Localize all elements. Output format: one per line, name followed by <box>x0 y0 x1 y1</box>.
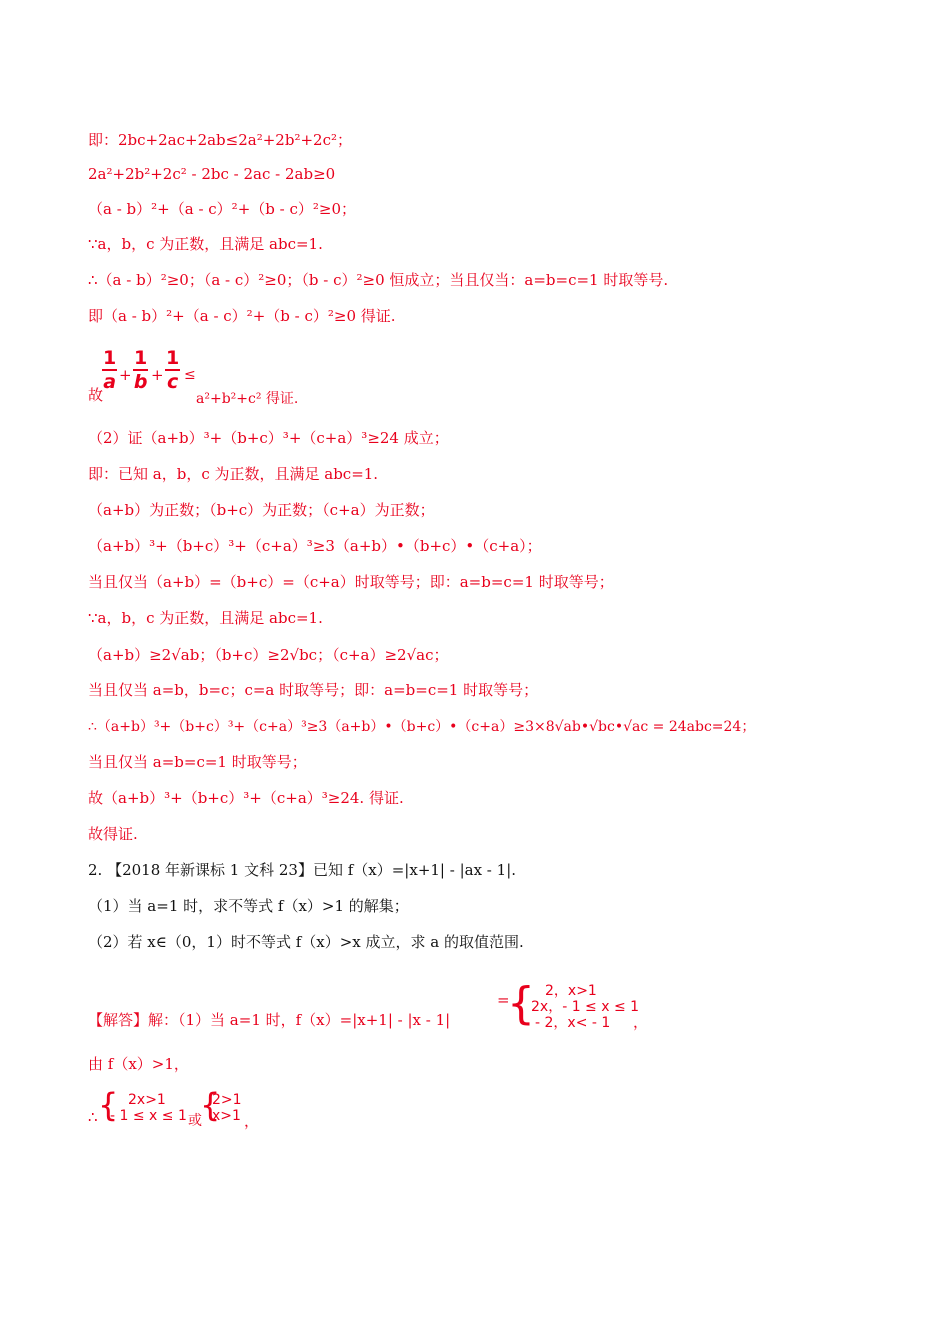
system-b-row-1: 2>1 <box>212 1092 242 1108</box>
system-b <box>212 1092 242 1124</box>
proof-line-19: 故得证. <box>88 825 138 843</box>
fraction-numerator: 1 <box>166 347 180 369</box>
left-brace: { <box>98 1086 119 1124</box>
left-brace: { <box>507 978 535 1029</box>
fraction-prefix: 故 <box>88 386 104 404</box>
solution-line-2: 由 f（x）>1， <box>88 1055 189 1073</box>
proof-line-2: 2a²+2b²+2c² - 2bc - 2ac - 2ab≥0 <box>88 165 336 183</box>
piecewise-rows <box>531 983 639 1031</box>
problem-2-heading: 2. 【2018 年新课标 1 文科 23】已知 f（x）=|x+1| - |ax - 1|. <box>88 861 517 879</box>
fraction-denominator: a <box>103 371 117 393</box>
piecewise-row-1: 2，x>1 <box>545 983 597 999</box>
proof-line-3: （a - b）²+（a - c）²+（b - c）²≥0； <box>88 200 356 218</box>
proof-line-14: （a+b）≥2√ab；（b+c）≥2√bc；（c+a）≥2√ac； <box>88 646 449 664</box>
fraction-1-over-b <box>133 347 148 393</box>
piecewise-function <box>497 978 657 1037</box>
system-a <box>110 1092 187 1124</box>
plus-sign: + <box>151 366 164 384</box>
proof-line-8: （2）证（a+b）³+（b+c）³+（c+a）³≥24 成立； <box>88 429 449 447</box>
proof-line-13: ∵a，b，c 为正数，且满足 abc=1. <box>88 609 323 627</box>
system-b-row-2: x>1 <box>212 1108 241 1124</box>
proof-line-9: 即：已知 a，b，c 为正数，且满足 abc=1. <box>88 465 379 483</box>
system-a-row-2: - 1 ≤ x ≤ 1 <box>110 1108 187 1124</box>
fraction-1-over-c <box>165 347 180 393</box>
proof-line-10: （a+b）为正数；（b+c）为正数；（c+a）为正数； <box>88 501 435 519</box>
proof-line-18: 故（a+b）³+（b+c）³+（c+a）³≥24. 得证. <box>88 789 404 807</box>
proof-line-11: （a+b）³+（b+c）³+（c+a）³≥3（a+b）•（b+c）•（c+a）； <box>88 537 542 555</box>
proof-line-1: 即：2bc+2ac+2ab≤2a²+2b²+2c²； <box>88 131 352 149</box>
le-sign: ≤ <box>184 367 196 383</box>
problem-2-part-1: （1）当 a=1 时，求不等式 f（x）>1 的解集； <box>88 897 409 915</box>
proof-line-16: ∴（a+b）³+（b+c）³+（c+a）³≥3（a+b）•（b+c）•（c+a）≥3×8√ab•√bc•√ac = 24abc=24； <box>88 719 756 735</box>
fraction-numerator: 1 <box>103 347 117 369</box>
solution-line-1: 【解答】解：（1）当 a=1 时，f（x）=|x+1| - |x - 1| <box>88 1011 451 1029</box>
proof-line-4: ∵a，b，c 为正数，且满足 abc=1. <box>88 235 323 253</box>
fraction-1-over-a <box>102 347 117 393</box>
therefore-sign: ∴ <box>88 1108 98 1126</box>
proof-line-12: 当且仅当（a+b）=（b+c）=（c+a）时取等号；即：a=b=c=1 时取等号； <box>88 573 614 591</box>
piecewise-tail: ， <box>633 1013 649 1031</box>
system-a-row-1: 2x>1 <box>128 1092 166 1108</box>
fraction-suffix: a²+b²+c² 得证. <box>196 391 299 407</box>
proof-line-17: 当且仅当 a=b=c=1 时取等号； <box>88 753 307 771</box>
problem-2-part-2: （2）若 x∈（0，1）时不等式 f（x）>x 成立，求 a 的取值范围. <box>88 933 524 951</box>
proof-line-6: 即（a - b）²+（a - c）²+（b - c）²≥0 得证. <box>88 307 396 325</box>
proof-line-15: 当且仅当 a=b，b=c；c=a 时取等号；即：a=b=c=1 时取等号； <box>88 681 539 699</box>
left-brace: { <box>200 1086 221 1124</box>
fraction-denominator: b <box>133 371 148 393</box>
fraction-numerator: 1 <box>134 347 148 369</box>
equals-sign: = <box>497 991 510 1009</box>
proof-line-5: ∴（a - b）²≥0；（a - c）²≥0；（b - c）²≥0 恒成立；当且仅当：a=b=c=1 时取等号. <box>88 271 669 289</box>
or-word: 或 <box>188 1113 202 1129</box>
piecewise-row-2: 2x，- 1 ≤ x ≤ 1 <box>531 999 640 1015</box>
system-tail: ， <box>244 1112 260 1130</box>
inequality-system <box>88 1086 288 1132</box>
plus-sign: + <box>119 366 132 384</box>
piecewise-row-3: - 2，x< - 1 <box>535 1015 611 1031</box>
fraction-denominator: c <box>166 371 179 393</box>
